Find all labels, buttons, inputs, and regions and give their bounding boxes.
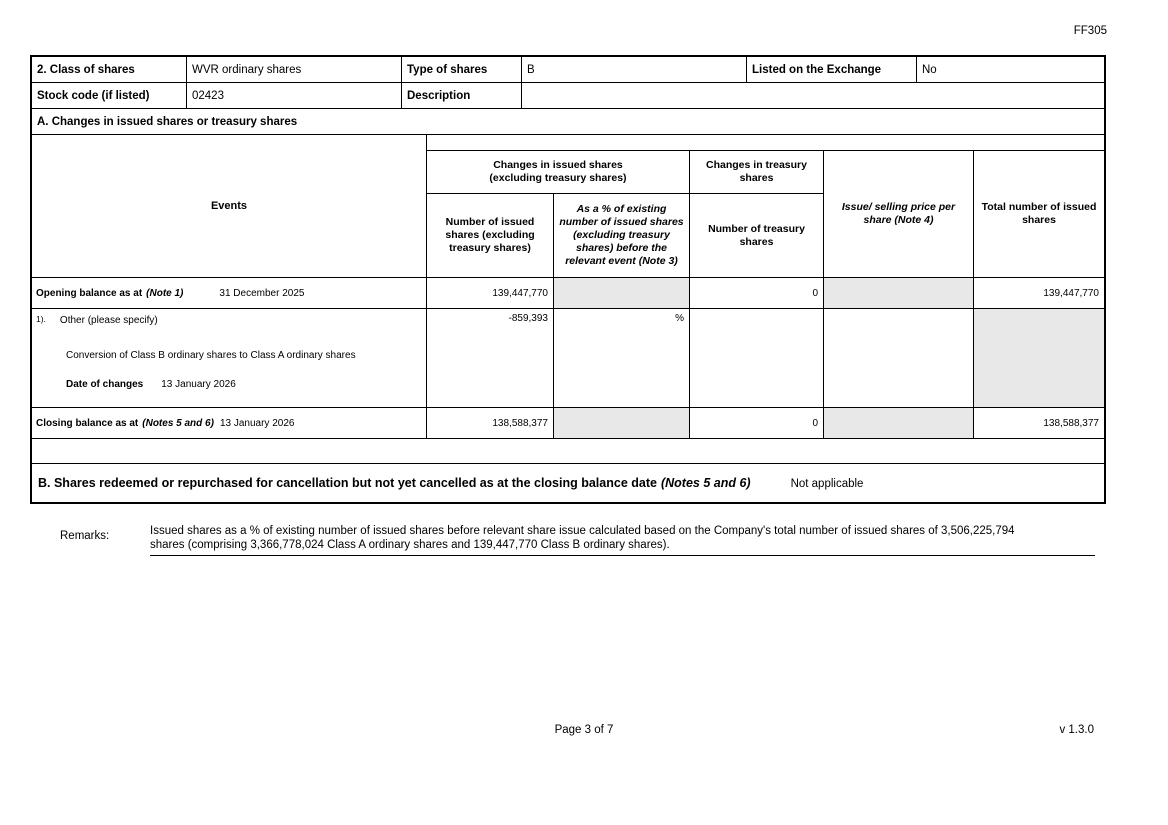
footer-page-number: Page 3 of 7 xyxy=(554,724,614,736)
closing-balance-row xyxy=(32,408,1105,439)
spacer-cell xyxy=(32,439,1105,464)
section-b-value: Not applicable xyxy=(790,478,864,490)
header-gap-cell xyxy=(427,135,1105,151)
listed-on-exchange-value: No xyxy=(917,57,1105,83)
closing-balance-note: (Notes 5 and 6) xyxy=(142,418,214,429)
closing-total: 138,588,377 xyxy=(974,408,1105,439)
closing-price-cell xyxy=(824,408,974,439)
opening-num-issued: 139,447,770 xyxy=(427,278,554,309)
section-a-title: A. Changes in issued shares or treasury shares xyxy=(32,109,1105,135)
event-price-cell xyxy=(824,309,974,408)
event-num-issued: -859,393 xyxy=(427,309,554,408)
event-num-treasury-cell xyxy=(690,309,824,408)
spacer-row xyxy=(32,439,1105,464)
event-kind-line xyxy=(36,314,421,326)
section-b-note: (Notes 5 and 6) xyxy=(660,476,751,490)
remarks-field xyxy=(150,524,1095,556)
form-body xyxy=(30,55,1106,556)
event-events-cell xyxy=(32,309,427,408)
num-issued-header: Number of issued shares (excluding treasury shares) xyxy=(427,194,554,278)
closing-balance-label: Closing balance as at xyxy=(36,418,139,429)
type-of-shares-label: Type of shares xyxy=(402,57,522,83)
date-of-changes-label: Date of changes xyxy=(66,379,144,390)
opening-price-cell xyxy=(824,278,974,309)
date-of-changes-value: 13 January 2026 xyxy=(161,379,236,390)
issued-shares-group-header-text: Changes in issued shares (excluding treasury shares) xyxy=(489,159,627,184)
description-label: Description xyxy=(402,83,522,109)
event-date-line xyxy=(66,379,421,390)
section-b-cell xyxy=(32,464,1105,503)
closing-balance-date: 13 January 2026 xyxy=(219,418,295,429)
issue-price-header-text: Issue/ selling price per share (Note 4) xyxy=(841,201,956,226)
header-gap-row xyxy=(32,135,1105,151)
total-issued-header xyxy=(974,151,1105,278)
events-header: Events xyxy=(32,135,427,278)
num-treasury-header: Number of treasury shares xyxy=(690,194,824,278)
closing-num-issued: 138,588,377 xyxy=(427,408,554,439)
issue-price-header xyxy=(824,151,974,278)
opening-balance-label: Opening balance as at xyxy=(36,288,143,299)
remarks-label: Remarks: xyxy=(60,530,110,542)
opening-num-treasury: 0 xyxy=(690,278,824,309)
opening-total: 139,447,770 xyxy=(974,278,1105,309)
opening-balance-events-cell xyxy=(32,278,427,309)
section-b-title: B. Shares redeemed or repurchased for cancellation but not yet cancelled as at the closing balance date xyxy=(38,476,657,490)
table-row xyxy=(32,57,1105,83)
closing-balance-events-cell xyxy=(32,408,427,439)
description-value xyxy=(522,83,1105,109)
event-type: Other (please specify) xyxy=(59,315,158,326)
stock-code-label: Stock code (if listed) xyxy=(32,83,187,109)
opening-balance-date: 31 December 2025 xyxy=(219,288,305,299)
event-row xyxy=(32,309,1105,408)
footer-version: v 1.3.0 xyxy=(1059,724,1094,736)
event-total-cell xyxy=(974,309,1105,408)
class-of-shares-value: WVR ordinary shares xyxy=(187,57,402,83)
event-detail: Conversion of Class B ordinary shares to Class A ordinary shares xyxy=(66,350,356,361)
stock-code-value: 02423 xyxy=(187,83,402,109)
listed-on-exchange-label: Listed on the Exchange xyxy=(747,57,917,83)
pct-existing-header: As a % of existing number of issued shares (excluding treasury shares) before the relevant event (Note 3) xyxy=(554,194,690,278)
event-pct: % xyxy=(554,309,690,408)
closing-num-treasury: 0 xyxy=(690,408,824,439)
form-code: FF305 xyxy=(1073,25,1107,37)
type-of-shares-value: B xyxy=(522,57,747,83)
treasury-shares-group-header: Changes in treasury shares xyxy=(690,151,824,194)
class-of-shares-label: 2. Class of shares xyxy=(32,57,187,83)
changes-table xyxy=(31,134,1105,503)
section-b-row xyxy=(32,464,1105,503)
share-class-table xyxy=(31,56,1105,135)
opening-balance-row xyxy=(32,278,1105,309)
table-row xyxy=(32,109,1105,135)
event-index: 1). xyxy=(36,314,46,324)
remarks-section xyxy=(30,524,1106,556)
opening-balance-note: (Note 1) xyxy=(146,288,184,299)
total-issued-header-text: Total number of issued shares xyxy=(981,201,1097,226)
closing-pct-cell xyxy=(554,408,690,439)
issued-shares-group-header xyxy=(427,151,690,194)
table-row xyxy=(32,83,1105,109)
remarks-text: Issued shares as a % of existing number of issued shares before relevant share issue calculated based on the Company's total number of issued shares of 3,506,225,794 shares (comprising 3,366,778,024 Class A ordinary shares and 139,447,770 Class B ordinary shares). xyxy=(150,525,1015,551)
opening-pct-cell xyxy=(554,278,690,309)
form-frame xyxy=(30,55,1106,504)
